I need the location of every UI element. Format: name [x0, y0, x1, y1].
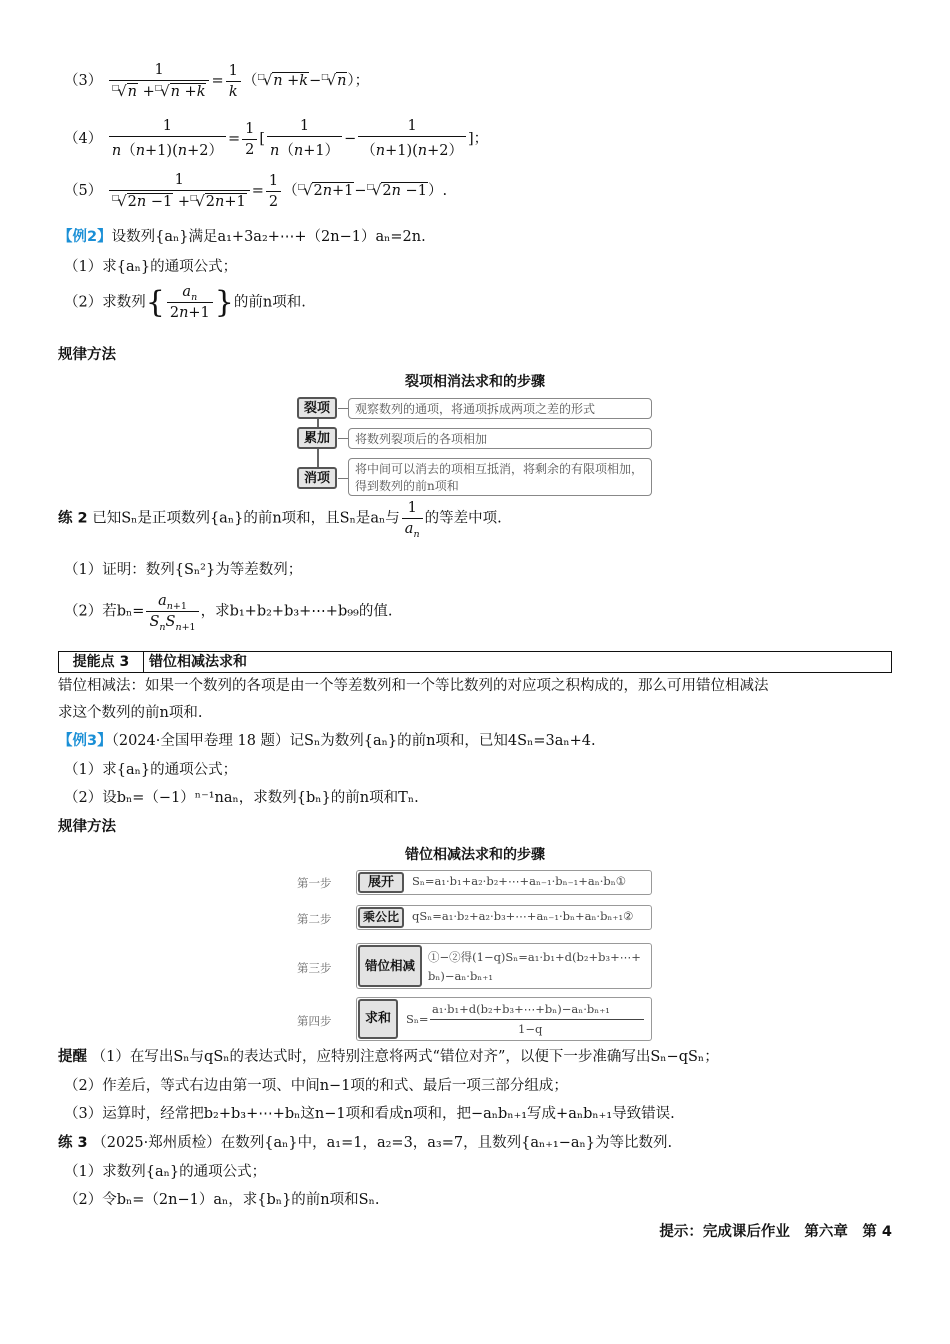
practice-2-q1: （1）证明：数列{Sₙ²}为等差数列；	[64, 562, 303, 578]
practice-3-q2: （2）令bₙ=（2n−1）aₙ，求{bₙ}的前n项和Sₙ.	[64, 1192, 380, 1208]
reminder-line-2: （2）作差后，等式右边由第一项、中间n−1项的和式、最后一项三部分组成；	[64, 1078, 568, 1094]
practice-2-stem: 练 2 已知Sₙ是正项数列{aₙ}的前n项和，且Sₙ是aₙ与 $\frac{1}{a_n}$ 的等差中项.	[58, 500, 502, 540]
example-3-stem: 【例3】（2024·全国甲卷理 18 题）记Sₙ为数列{aₙ}的前n项和，已知4Sₙ=3aₙ+4.	[58, 733, 596, 749]
step-3-key: 错位相减	[358, 945, 422, 987]
footer-hint: 提示：完成课后作业 第六章 第 4	[659, 1224, 892, 1240]
example-2-stem: 【例2】设数列{aₙ}满足a₁+3a₂+⋯+（2n−1）aₙ=2n.	[58, 229, 426, 245]
example-3-q1: （1）求{aₙ}的通项公式；	[64, 762, 238, 778]
practice-3-stem: 练 3 （2025·郑州质检）在数列{aₙ}中，a₁=1，a₂=3，a₃=7，且数列{aₙ₊₁−aₙ}为等比数列.	[58, 1135, 673, 1151]
formula-3: （3） $\frac{1}{^□√n +^□√n +k}$ = $\frac{1}{k}$ （□√n +k−□√n）；	[64, 62, 370, 100]
example-2-q1: （1）求{aₙ}的通项公式；	[64, 259, 238, 275]
step-text-leijia: 将数列裂项后的各项相加	[348, 428, 652, 449]
formula-5: （5） $\frac{1}{^□√2n -1 +^□√2n+1}$ = $\frac{1}{2}$ （□√2n+1−□√2n −1）.	[64, 172, 448, 210]
example-3-tag: 【例3】	[58, 733, 112, 749]
step-4-key: 求和	[358, 999, 398, 1039]
tip-point-label: 提能点 3	[59, 652, 144, 672]
step-1-formula: Sₙ=a₁·b₁+a₂·b₂+⋯+aₙ₋₁·bₙ₋₁+aₙ·bₙ①	[412, 874, 627, 888]
example-2-q2: （2）求数列{ $\frac{a_n}{2n+1}$ }的前n项和.	[64, 284, 306, 321]
example-2-tag: 【例2】	[58, 229, 112, 245]
step-3-formula-line-1: ①−②得(1−q)Sₙ=a₁·b₁+d(b₂+b₃+⋯+	[428, 950, 641, 964]
step-2-formula: qSₙ=a₁·b₂+a₂·b₃+⋯+aₙ₋₁·bₙ+aₙ·bₙ₊₁②	[412, 909, 634, 923]
method-heading-2: 规律方法	[58, 819, 116, 835]
description-line-2: 求这个数列的前n项和.	[58, 705, 203, 721]
reminder-line-1: 提醒 （1）在写出Sₙ与qSₙ的表达式时，应特别注意将两式“错位对齐”，以便下一步准确写出Sₙ−qSₙ；	[58, 1049, 719, 1065]
method-2-title: 错位相减法求和的步骤	[405, 847, 545, 863]
formula-4: （4） $\frac{1}{n(n+1)(n+2)}$ = $\frac{1}{2}$ [ $\frac{1}{n(n+1)}$ − $\frac{1}{(n+1)(n+2)}$ ]；	[64, 118, 489, 159]
step-4-formula: Sₙ= a₁·b₁+d(b₂+b₃+⋯+bₙ)−aₙ·bₙ₊₁ 1−q	[402, 999, 650, 1039]
step-key-xiaoxiang: 消项	[297, 467, 337, 489]
step-2-label: 第二步	[297, 912, 332, 926]
step-4-label: 第四步	[297, 1014, 332, 1028]
step-key-leijia: 累加	[297, 427, 337, 449]
method-heading-1: 规律方法	[58, 347, 116, 363]
step-key-liexiang: 裂项	[297, 397, 337, 419]
step-3-label: 第三步	[297, 961, 332, 975]
description-line-1: 错位相减法：如果一个数列的各项是由一个等差数列和一个等比数列的对应项之积构成的，那么可用错位相减法	[58, 678, 769, 694]
practice-2-q2: （2）若bₙ= $\frac{a_{n+1}}{S_nS_{n+1}}$ ，求b₁+b₂+b₃+⋯+b₉₉的值.	[64, 593, 393, 633]
practice-3-q1: （1）求数列{aₙ}的通项公式；	[64, 1164, 267, 1180]
reminder-line-3: （3）运算时，经常把b₂+b₃+⋯+bₙ这n−1项和看成n项和，把−aₙbₙ₊₁写成+aₙbₙ₊₁导致错误.	[64, 1106, 675, 1122]
method-1-title: 裂项相消法求和的步骤	[405, 374, 545, 390]
step-2-key: 乘公比	[358, 907, 404, 928]
tip-point-title: 错位相减法求和	[149, 654, 247, 670]
step-text-liexiang: 观察数列的通项，将通项拆成两项之差的形式	[348, 398, 652, 419]
step-text-xiaoxiang: 将中间可以消去的项相互抵消，将剩余的有限项相加，得到数列的前n项和	[348, 458, 652, 496]
reminder-label: 提醒	[58, 1049, 87, 1065]
step-3-formula-line-2: bₙ)−aₙ·bₙ₊₁	[428, 969, 493, 983]
example-3-q2: （2）设bₙ=（−1）ⁿ⁻¹naₙ，求数列{bₙ}的前n项和Tₙ.	[64, 790, 419, 806]
step-1-label: 第一步	[297, 876, 332, 890]
tip-point-3-box	[58, 651, 892, 673]
step-1-key: 展开	[358, 872, 404, 893]
